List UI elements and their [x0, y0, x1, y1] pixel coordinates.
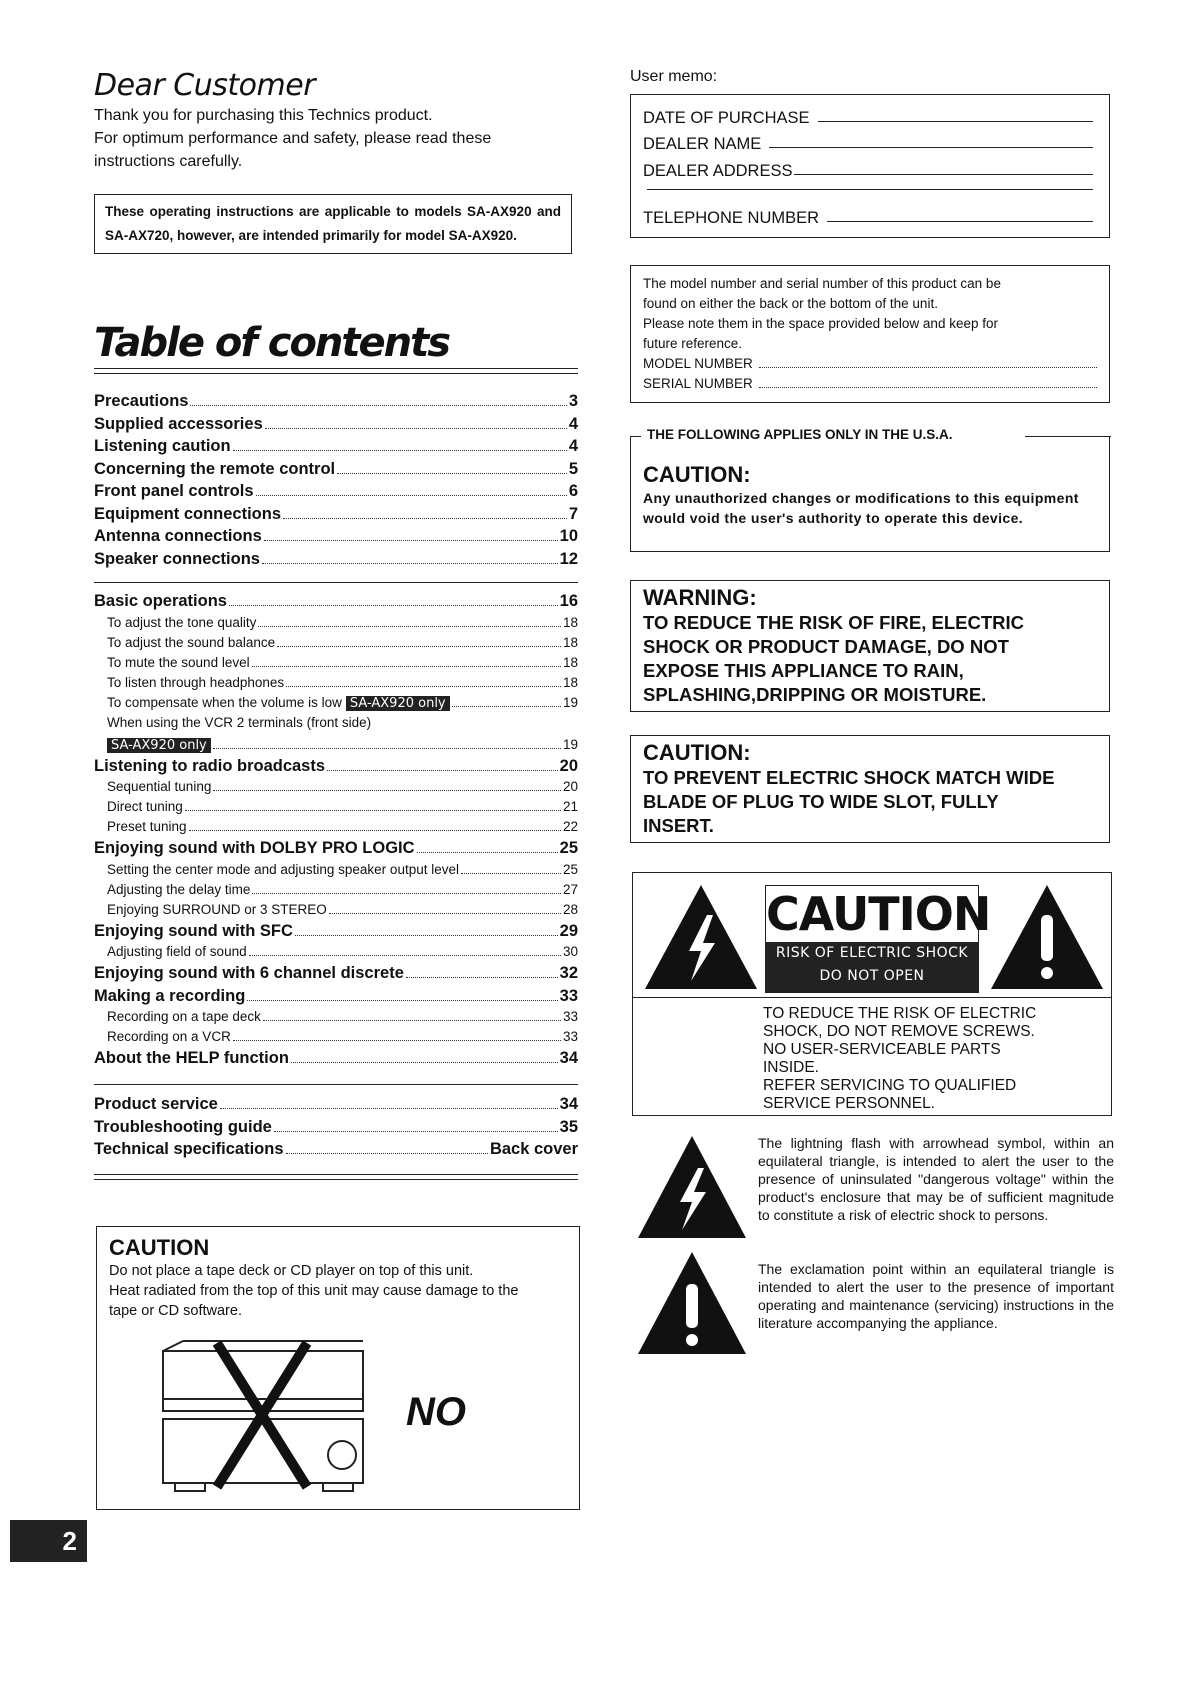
toc-entry[interactable]: Basic operations 16	[94, 592, 578, 610]
toc-entry[interactable]: Antenna connections 10	[94, 527, 578, 545]
toc-entry[interactable]: Equipment connections 7	[94, 504, 578, 523]
toc-entry[interactable]: Technical specifications Back cover	[94, 1140, 578, 1158]
page-number: 2	[10, 1520, 87, 1562]
toc-subentry[interactable]: To adjust the sound balance 18	[107, 634, 578, 650]
toc-entry[interactable]: Supplied accessories 4	[94, 414, 578, 433]
stacked-units-illustration	[157, 1337, 397, 1507]
caution-label-panel: CAUTION RISK OF ELECTRIC SHOCK DO NOT OPEN	[765, 885, 979, 993]
intro-text: Thank you for purchasing this Technics product. For optimum performance and safety, please read these instructions carefully.	[94, 107, 492, 170]
toc-double-rule-top	[94, 368, 578, 374]
toc-subentry[interactable]: Adjusting field of sound 30	[107, 944, 578, 959]
model-serial-box: The model number and serial number of this product can be found on either the back or the bottom of the unit. Please note them in the space provided below and keep for future reference. MODEL NUMBER SERIAL NUMBER	[630, 265, 1110, 403]
dear-customer-title: Dear Customer	[94, 68, 316, 103]
toc-entry[interactable]: Listening caution 4	[94, 437, 578, 455]
toc-subentry[interactable]: Enjoying SURROUND or 3 STEREO 28	[107, 901, 578, 917]
applicable-models-note: These operating instructions are applicable to models SA-AX920 and SA-AX720, however, are intended primarily for model SA-AX920.	[94, 194, 572, 254]
toc-subentry[interactable]: Direct tuning 21	[107, 799, 578, 814]
memo-telephone-field[interactable]: TELEPHONE NUMBER	[643, 202, 1097, 229]
no-label: NO	[406, 1390, 466, 1434]
toc-subentry[interactable]: To compensate when the volume is low SA-AX920 only 19	[107, 694, 578, 711]
toc-entry[interactable]: Speaker connections 12	[94, 549, 578, 568]
toc-rule	[94, 1084, 578, 1085]
toc-subentry[interactable]: When using the VCR 2 terminals (front side)	[107, 714, 372, 730]
toc-entry[interactable]: Troubleshooting guide 35	[94, 1117, 578, 1136]
toc-title: Table of contents	[94, 320, 450, 366]
toc-subentry[interactable]: Sequential tuning 20	[107, 779, 578, 794]
user-memo-box	[630, 94, 1110, 238]
toc-subentry[interactable]: Recording on a tape deck 33	[107, 1009, 578, 1024]
toc-subentry[interactable]: To listen through headphones 18	[107, 674, 578, 690]
user-memo-label: User memo:	[630, 68, 718, 85]
toc-entry[interactable]: Enjoying sound with 6 channel discrete 32	[94, 964, 578, 982]
toc-subentry[interactable]: To mute the sound level 18	[107, 654, 578, 670]
memo-date-field[interactable]: DATE OF PURCHASE	[643, 101, 1097, 128]
usa-caution-title: CAUTION:	[643, 462, 751, 487]
warning-box: WARNING: TO REDUCE THE RISK OF FIRE, ELECTRIC SHOCK OR PRODUCT DAMAGE, DO NOT EXPOSE THIS APPLIANCE TO RAIN, SPLASHING,DRIPPING OR MOISTURE.	[630, 580, 1110, 712]
lightning-triangle-icon	[636, 1134, 748, 1240]
toc-subentry[interactable]: SA-AX920 only 19	[94, 737, 578, 757]
exclamation-triangle-icon	[636, 1250, 748, 1356]
toc-double-rule-bottom	[94, 1174, 578, 1180]
toc-entry[interactable]: Precautions 3	[94, 392, 578, 410]
toc-subentry[interactable]: Preset tuning 22	[107, 819, 578, 834]
memo-blank-line[interactable]	[647, 189, 1093, 190]
caution-stacking-box: CAUTION Do not place a tape deck or CD player on top of this unit. Heat radiated from the top of this unit may cause damage to the tape or CD software.	[96, 1226, 580, 1510]
model-number-field[interactable]: MODEL NUMBER	[643, 354, 1097, 374]
exclamation-symbol-explanation: The exclamation point within an equilateral triangle is intended to alert the user to the presence of important operating and maintenance (servicing) instructions in the literature accompanying the appliance.	[758, 1261, 1114, 1331]
model-badge: SA-AX920 only	[346, 696, 450, 711]
toc-subentry[interactable]: To adjust the tone quality 18	[107, 614, 578, 630]
toc-subentry[interactable]: Setting the center mode and adjusting speaker output level 25	[107, 861, 578, 877]
model-badge: SA-AX920 only	[107, 738, 211, 753]
toc-entry[interactable]: Making a recording 33	[94, 986, 578, 1005]
toc-rule	[94, 582, 578, 583]
toc-entry[interactable]: Concerning the remote control 5	[94, 459, 578, 478]
toc-subentry[interactable]: Adjusting the delay time 27	[107, 881, 578, 897]
lightning-symbol-explanation: The lightning flash with arrowhead symbol, within an equilateral triangle, is intended to alert the user to the presence of uninsulated "dangerous voltage" within the product's enclosure that may be of sufficient magnitude to constitute a risk of electric shock to persons.	[758, 1135, 1114, 1223]
lightning-triangle-icon	[641, 881, 761, 993]
toc-group-3	[94, 1095, 578, 1163]
memo-dealer-address-field[interactable]: DEALER ADDRESS	[643, 154, 1097, 181]
exclamation-triangle-icon	[987, 881, 1107, 993]
plug-caution-box: CAUTION: TO PREVENT ELECTRIC SHOCK MATCH WIDE BLADE OF PLUG TO WIDE SLOT, FULLY INSERT.	[630, 735, 1110, 843]
warning-title: WARNING:	[643, 585, 757, 610]
shock-instructions: TO REDUCE THE RISK OF ELECTRIC SHOCK, DO NOT REMOVE SCREWS. NO USER-SERVICEABLE PARTS INSIDE. REFER SERVICING TO QUALIFIED SERVICE PERSONNEL.	[763, 1005, 1037, 1112]
plug-caution-title: CAUTION:	[643, 740, 751, 765]
shock-warning-label	[632, 872, 1112, 1116]
usa-heading: THE FOLLOWING APPLIES ONLY IN THE U.S.A.	[641, 427, 959, 442]
toc-entry[interactable]: About the HELP function 34	[94, 1049, 578, 1067]
toc-group-2	[94, 592, 578, 1072]
toc-entry[interactable]: Enjoying sound with DOLBY PRO LOGIC 25	[94, 839, 578, 857]
toc-entry[interactable]: Front panel controls 6	[94, 482, 578, 500]
caution-stacking-title: CAUTION	[109, 1235, 210, 1260]
toc-entry[interactable]: Product service 34	[94, 1095, 578, 1113]
toc-entry[interactable]: Listening to radio broadcasts 20	[94, 756, 578, 775]
serial-number-field[interactable]: SERIAL NUMBER	[643, 374, 1097, 394]
toc-group-1	[94, 392, 578, 572]
toc-subentry[interactable]: Recording on a VCR 33	[107, 1029, 578, 1044]
usa-caution-box: THE FOLLOWING APPLIES ONLY IN THE U.S.A. CAUTION: Any unauthorized changes or modifications to this equipment would void the user's authority to operate this device.	[630, 436, 1110, 552]
toc-entry[interactable]: Enjoying sound with SFC 29	[94, 921, 578, 940]
memo-dealer-name-field[interactable]: DEALER NAME	[643, 128, 1097, 155]
